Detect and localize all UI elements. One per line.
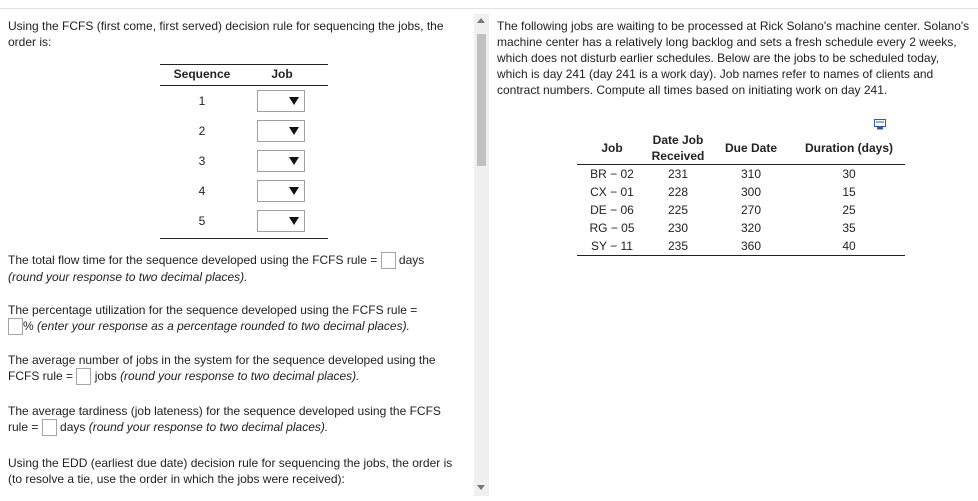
job-name: DE − 06 — [590, 203, 634, 217]
average-jobs-input[interactable] — [76, 368, 91, 385]
table-row — [577, 219, 905, 237]
sequence-row — [160, 146, 328, 176]
dropdown-arrow-icon — [289, 217, 299, 225]
due-cell: 270 — [740, 203, 762, 217]
question-text: Using the EDD (earliest due date) decision rule for sequencing the jobs, the order is (to resolve a tie, use the order in which the jobs were received): — [8, 456, 453, 486]
utilization-question — [8, 302, 468, 335]
sequence-row — [160, 86, 328, 116]
col-date-received: Date Job Received — [651, 133, 705, 163]
due-cell: 360 — [740, 239, 762, 253]
sequence-row — [160, 116, 328, 146]
hint-text: (round your response to two decimal places). — [88, 420, 329, 434]
col-due-date: Due Date — [724, 141, 777, 155]
sequence-header: Sequence — [173, 67, 231, 81]
fcfs-sequence-table — [160, 64, 328, 239]
sequence-number: 3 — [198, 154, 206, 168]
hint-text: (round your response to two decimal places). — [8, 270, 248, 285]
job-name: CX − 01 — [590, 185, 634, 199]
due-cell: 320 — [740, 221, 762, 235]
job-select-3[interactable] — [257, 150, 305, 172]
table-row — [577, 165, 905, 184]
job-select-1[interactable] — [257, 90, 305, 112]
table-row — [577, 183, 905, 201]
average-tardiness-input[interactable] — [42, 419, 57, 436]
average-tardiness-question — [8, 403, 468, 436]
question-text: The average tardiness (job lateness) for the sequence developed using the FCFS rule = — [8, 404, 441, 434]
sequence-number: 5 — [198, 214, 206, 228]
utilization-input[interactable] — [8, 318, 23, 335]
total-flow-time-input[interactable] — [381, 252, 396, 269]
problem-description: The following jobs are waiting to be processed at Rick Solano's machine center. Solano's machine center has a relatively long backlog and sets a fresh schedule every 2 weeks, which does not disturb earlier schedules. Below are the jobs to be scheduled today, which is day 241 (day 241 is a work day). Job names refer to names of clients and contract numbers. Compute all times based on initiating work on day 241. — [497, 19, 970, 97]
col-duration: Duration (days) — [804, 141, 893, 155]
copy-table-icon[interactable] — [874, 119, 886, 130]
scroll-down-arrow-icon[interactable] — [477, 485, 485, 490]
scroll-thumb[interactable] — [477, 34, 486, 166]
sequence-number: 1 — [198, 94, 206, 108]
scroll-up-arrow-icon[interactable] — [477, 18, 485, 23]
due-cell: 310 — [740, 167, 762, 181]
unit-label: jobs — [94, 369, 117, 383]
table-row — [577, 237, 905, 256]
question-text: The total flow time for the sequence developed using the FCFS rule = — [8, 253, 378, 267]
duration-cell: 35 — [842, 221, 856, 235]
average-jobs-question — [8, 352, 468, 385]
job-select-2[interactable] — [257, 120, 305, 142]
hint-text: (round your response to two decimal places). — [120, 369, 360, 383]
total-flow-time-question — [8, 252, 468, 285]
job-header: Job — [271, 67, 293, 81]
unit-label: % — [23, 319, 34, 333]
sequence-table-header — [160, 64, 328, 86]
duration-cell: 15 — [842, 185, 856, 199]
table-row — [577, 201, 905, 219]
vertical-scrollbar[interactable] — [474, 14, 489, 496]
job-name: BR − 02 — [590, 167, 634, 181]
received-cell: 228 — [667, 185, 689, 199]
received-cell: 230 — [667, 221, 689, 235]
job-select-5[interactable] — [257, 210, 305, 232]
sequence-row — [160, 176, 328, 206]
job-name: RG − 05 — [589, 221, 635, 235]
sequence-number: 4 — [198, 184, 206, 198]
duration-cell: 25 — [842, 203, 856, 217]
fcfs-intro: Using the FCFS (first come, first served) decision rule for sequencing the jobs, the order is: — [8, 19, 444, 49]
dropdown-arrow-icon — [289, 157, 299, 165]
question-pane — [8, 18, 468, 486]
duration-cell: 40 — [842, 239, 856, 253]
duration-cell: 30 — [842, 167, 856, 181]
dropdown-arrow-icon — [289, 187, 299, 195]
problem-data-pane — [497, 18, 971, 253]
dropdown-arrow-icon — [289, 97, 299, 105]
question-text: The average number of jobs in the system for the sequence developed using the FCFS rule = — [8, 353, 436, 383]
jobs-table — [577, 132, 905, 256]
hint-text: (enter your response as a percentage rounded to two decimal places). — [37, 319, 410, 333]
top-divider — [0, 8, 978, 9]
edd-question — [8, 455, 468, 487]
received-cell: 225 — [667, 203, 689, 217]
dropdown-arrow-icon — [289, 127, 299, 135]
sequence-row — [160, 206, 328, 236]
received-cell: 235 — [667, 239, 689, 253]
sequence-number: 2 — [198, 124, 206, 138]
received-cell: 231 — [667, 167, 689, 181]
jobs-table-header — [577, 132, 905, 165]
unit-label: days — [60, 420, 86, 434]
unit-label: days — [398, 253, 425, 267]
col-job: Job — [601, 141, 623, 155]
job-name: SY − 11 — [591, 239, 633, 253]
job-select-4[interactable] — [257, 180, 305, 202]
due-cell: 300 — [740, 185, 762, 199]
question-text: The percentage utilization for the sequence developed using the FCFS rule = — [8, 303, 418, 317]
sequence-table-bottom-rule — [160, 238, 328, 239]
